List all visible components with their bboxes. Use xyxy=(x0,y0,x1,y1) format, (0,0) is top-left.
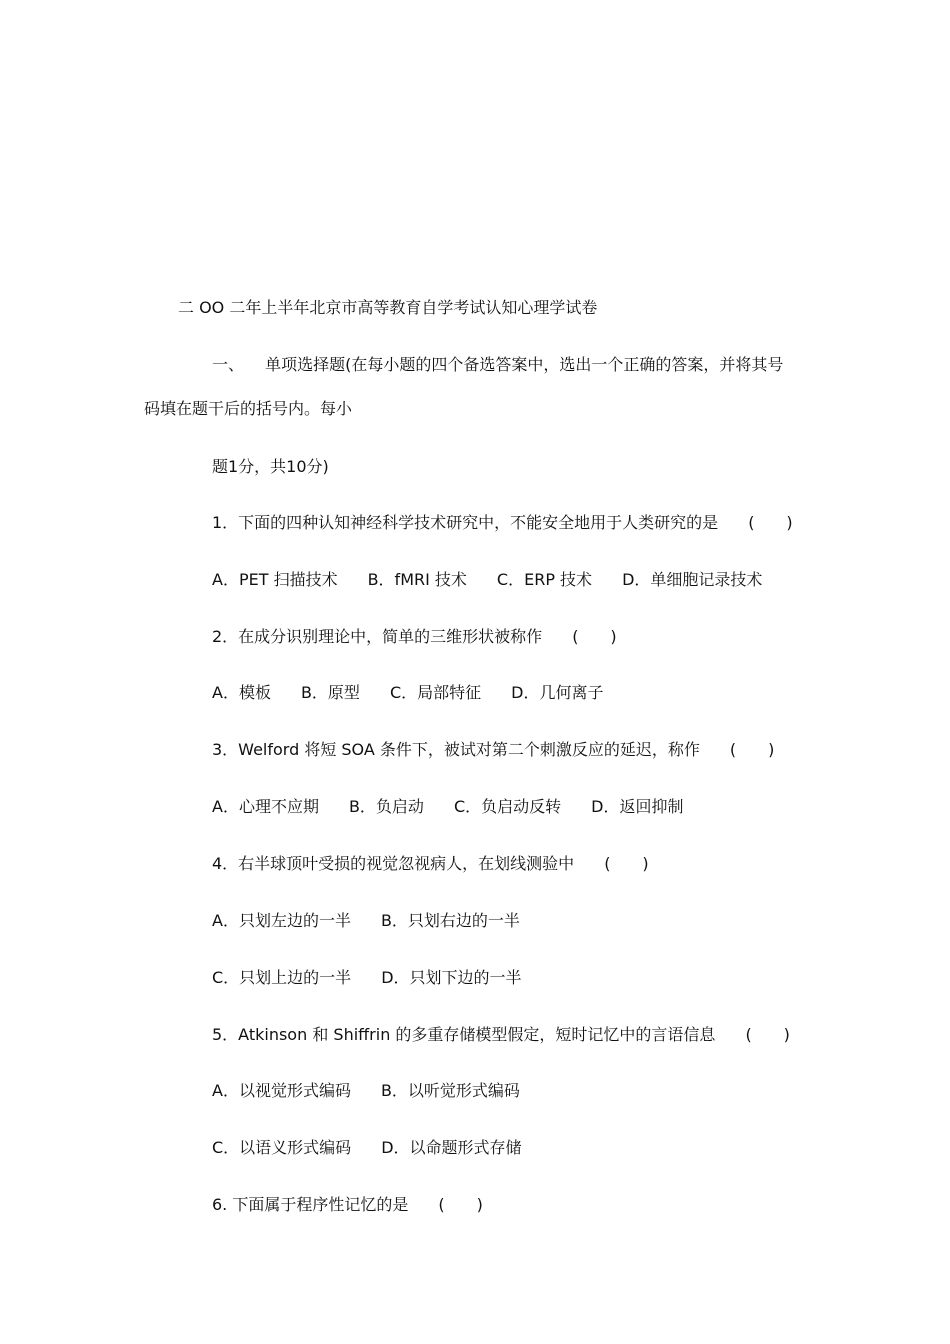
question-5-options-row2 xyxy=(212,1137,552,1159)
question-4 xyxy=(212,853,649,875)
answer-paren: ( ) xyxy=(604,854,649,873)
question-3 xyxy=(212,739,774,761)
question-2 xyxy=(212,626,617,648)
question-2-options xyxy=(212,682,633,704)
answer-paren: ( ) xyxy=(745,1025,790,1044)
section-heading-line1: 单项选择题(在每小题的四个备选答案中，选出一个正确的答案，并将其号 xyxy=(265,355,784,374)
option-b: B．fMRI 技术 xyxy=(367,570,467,589)
option-d: D．以命题形式存储 xyxy=(381,1138,522,1157)
option-c: C．负启动反转 xyxy=(453,797,562,816)
option-a: A．以视觉形式编码 xyxy=(212,1081,351,1100)
answer-paren: ( ) xyxy=(748,513,793,532)
question-5 xyxy=(212,1024,790,1046)
exam-title: 二 OO 二年上半年北京市高等教育自学考试认知心理学试卷 xyxy=(178,298,598,317)
option-d: D．几何离子 xyxy=(511,683,604,702)
option-d: D．只划下边的一半 xyxy=(381,968,522,987)
option-c: C．以语义形式编码 xyxy=(212,1138,352,1157)
section-heading xyxy=(212,354,783,376)
question-4-options-row1 xyxy=(212,910,550,932)
question-3-stem: 3．Welford 将短 SOA 条件下，被试对第二个刺激反应的延迟，称作 xyxy=(212,740,700,759)
option-a: A．心理不应期 xyxy=(212,797,319,816)
option-d: D．返回抑制 xyxy=(591,797,684,816)
question-6-stem: 6. 下面属于程序性记忆的是 xyxy=(212,1195,409,1214)
option-c: C．ERP 技术 xyxy=(496,570,593,589)
option-b: B．以听觉形式编码 xyxy=(380,1081,520,1100)
option-b: B．只划右边的一半 xyxy=(380,911,520,930)
question-5-options-row1 xyxy=(212,1080,550,1102)
option-c: C．只划上边的一半 xyxy=(212,968,352,987)
question-4-options-row2 xyxy=(212,967,552,989)
question-4-stem: 4．右半球顶叶受损的视觉忽视病人，在划线测验中 xyxy=(212,854,575,873)
answer-paren: ( ) xyxy=(438,1195,483,1214)
option-c: C．局部特征 xyxy=(389,683,482,702)
question-1-stem: 1．下面的四种认知神经科学技术研究中，不能安全地用于人类研究的是 xyxy=(212,513,719,532)
option-a: A．PET 扫描技术 xyxy=(212,570,338,589)
question-6 xyxy=(212,1194,483,1216)
question-5-stem: 5．Atkinson 和 Shiffrin 的多重存储模型假定，短时记忆中的言语信息 xyxy=(212,1025,716,1044)
question-3-options xyxy=(212,796,713,818)
question-1 xyxy=(212,512,793,534)
section-heading-line3: 题1分，共10分) xyxy=(212,457,329,476)
option-d: D．单细胞记录技术 xyxy=(622,570,763,589)
question-2-stem: 2．在成分识别理论中，简单的三维形状被称作 xyxy=(212,627,543,646)
option-a: A．模板 xyxy=(212,683,271,702)
option-b: B．原型 xyxy=(300,683,360,702)
question-1-options xyxy=(212,569,792,591)
option-a: A．只划左边的一半 xyxy=(212,911,351,930)
option-b: B．负启动 xyxy=(348,797,424,816)
answer-paren: ( ) xyxy=(572,627,617,646)
section-number: 一、 xyxy=(212,355,245,374)
section-heading-line2: 码填在题干后的括号内。每小 xyxy=(144,399,353,418)
answer-paren: ( ) xyxy=(729,740,775,759)
